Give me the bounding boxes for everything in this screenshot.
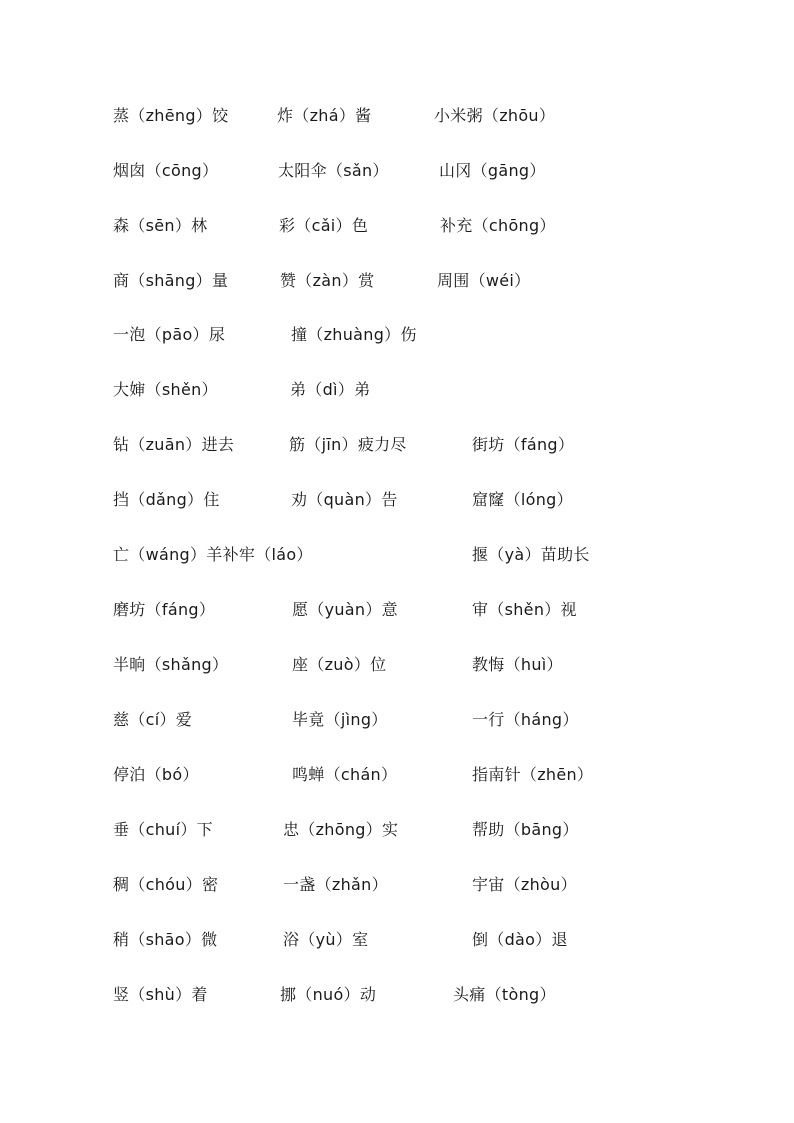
vocab-term: 一泡（pāo）尿 — [113, 325, 226, 344]
vocab-term: 窟窿（lóng） — [472, 490, 573, 509]
vocab-term: 小米粥（zhōu） — [434, 106, 556, 125]
vocab-term: 停泊（bó） — [113, 765, 199, 784]
vocab-row — [0, 763, 794, 787]
vocab-term: 忠（zhōng）实 — [283, 820, 399, 839]
vocab-term: 倒（dào）退 — [472, 930, 568, 949]
vocab-term: 愿（yuàn）意 — [292, 600, 398, 619]
vocab-term: 指南针（zhēn） — [472, 765, 594, 784]
vocab-term: 蒸（zhēng）饺 — [113, 106, 229, 125]
vocab-row — [0, 543, 794, 567]
vocab-term: 毕竟（jìng） — [292, 710, 388, 729]
vocab-term: 亡（wáng）羊补牢（láo） — [113, 545, 313, 564]
vocab-term: 一盏（zhǎn） — [283, 875, 388, 894]
vocab-term: 垂（chuí）下 — [113, 820, 213, 839]
vocab-term: 太阳伞（sǎn） — [278, 161, 389, 180]
vocab-term: 座（zuò）位 — [292, 655, 387, 674]
vocab-term: 弟（dì）弟 — [290, 380, 371, 399]
vocab-term: 撞（zhuàng）伤 — [291, 325, 417, 344]
vocab-term: 鸣蝉（chán） — [292, 765, 398, 784]
vocab-term: 挡（dǎng）住 — [113, 490, 220, 509]
vocab-term: 帮助（bāng） — [472, 820, 579, 839]
vocab-term: 补充（chōng） — [440, 216, 556, 235]
vocab-term: 炸（zhá）酱 — [277, 106, 372, 125]
vocab-term: 稍（shāo）微 — [113, 930, 218, 949]
vocab-term: 慈（cí）爱 — [113, 710, 193, 729]
vocab-row — [0, 598, 794, 622]
vocab-row — [0, 433, 794, 457]
vocab-term: 周围（wéi） — [437, 271, 531, 290]
vocab-row — [0, 378, 794, 402]
vocab-term: 赞（zàn）赏 — [280, 271, 375, 290]
vocab-row — [0, 159, 794, 183]
vocab-term: 宇宙（zhòu） — [472, 875, 577, 894]
vocab-row — [0, 214, 794, 238]
vocab-row — [0, 708, 794, 732]
vocab-term: 头痛（tòng） — [453, 985, 556, 1004]
vocab-row — [0, 104, 794, 128]
vocab-term: 磨坊（fáng） — [113, 600, 216, 619]
vocab-term: 竖（shù）着 — [113, 985, 208, 1004]
vocab-term: 钻（zuān）进去 — [113, 435, 235, 454]
vocab-term: 浴（yù）室 — [283, 930, 369, 949]
vocab-row — [0, 928, 794, 952]
vocab-term: 烟囱（cōng） — [113, 161, 219, 180]
vocab-row — [0, 653, 794, 677]
vocab-term: 挪（nuó）动 — [280, 985, 377, 1004]
vocab-row — [0, 818, 794, 842]
vocab-term: 筋（jīn）疲力尽 — [289, 435, 407, 454]
vocab-term: 森（sēn）林 — [113, 216, 208, 235]
vocab-term: 半晌（shǎng） — [113, 655, 229, 674]
vocab-term: 一行（háng） — [472, 710, 579, 729]
vocab-term: 教悔（huì） — [472, 655, 563, 674]
vocab-term: 彩（cǎi）色 — [279, 216, 369, 235]
vocab-term: 审（shěn）视 — [472, 600, 577, 619]
vocab-term: 揠（yà）苗助长 — [472, 545, 590, 564]
vocab-term: 商（shāng）量 — [113, 271, 229, 290]
vocab-row — [0, 269, 794, 293]
vocab-term: 稠（chóu）密 — [113, 875, 219, 894]
vocab-term: 山冈（gāng） — [439, 161, 546, 180]
vocab-term: 街坊（fáng） — [472, 435, 575, 454]
vocab-row — [0, 488, 794, 512]
vocab-term: 劝（quàn）告 — [291, 490, 398, 509]
vocab-row — [0, 983, 794, 1007]
vocab-row — [0, 873, 794, 897]
vocab-row — [0, 323, 794, 347]
vocab-term: 大婶（shěn） — [113, 380, 218, 399]
